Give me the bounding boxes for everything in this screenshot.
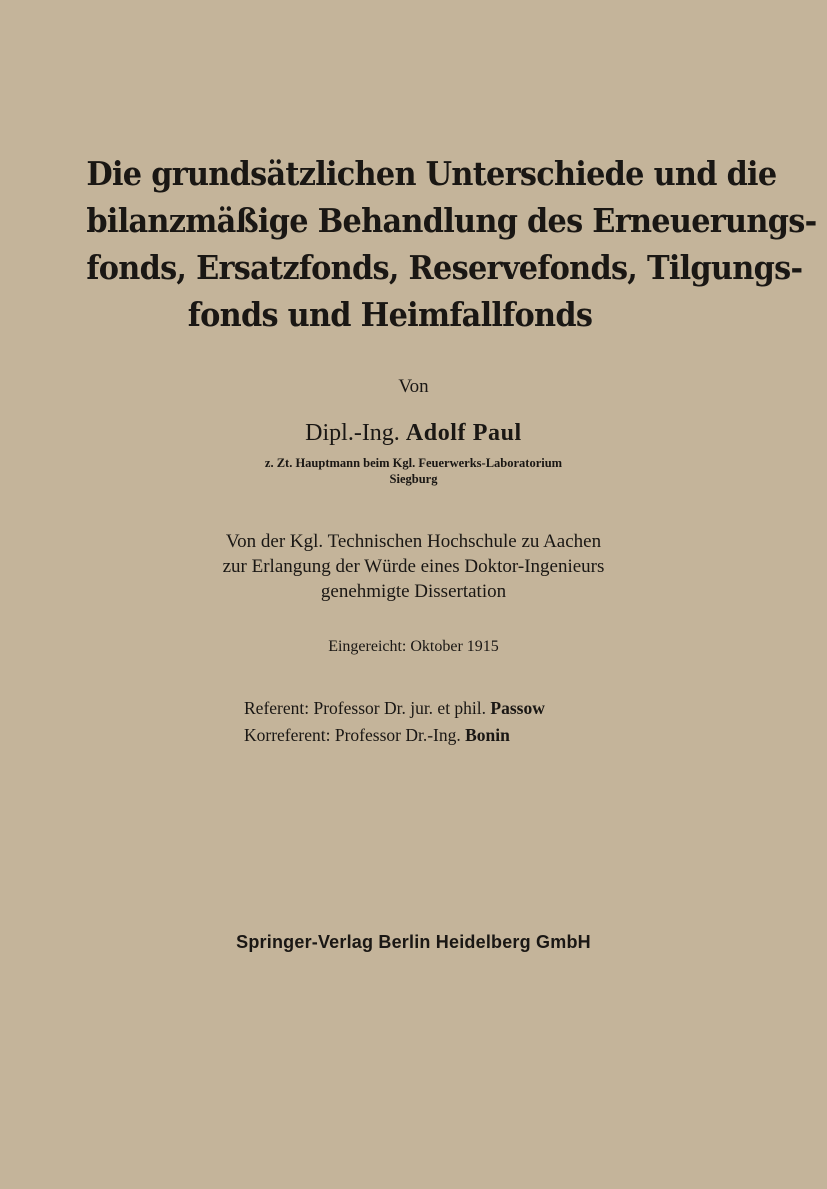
korreferent-row [244, 722, 545, 749]
referent-name: Passow [490, 698, 545, 718]
book-title [86, 150, 817, 338]
dissertation-line: zur Erlangung der Würde eines Doktor-Ingenieurs [222, 556, 605, 577]
title-line: fonds und Heimfallfonds [187, 295, 593, 334]
affiliation-line: Siegburg [389, 472, 438, 486]
author-line [0, 420, 827, 447]
referent-row [244, 695, 545, 722]
affiliation-line: z. Zt. Hauptmann beim Kgl. Feuerwerks-Laboratorium [264, 456, 563, 470]
dissertation-line: genehmigte Dissertation [320, 581, 507, 602]
publisher-imprint: Springer-Verlag Berlin Heidelberg GmbH [236, 932, 591, 952]
referent-label: Referent: Professor Dr. jur. et phil. [244, 698, 487, 718]
title-line: fonds, Ersatzfonds, Reservefonds, Tilgungs- [86, 248, 803, 287]
title-line: Die grundsätzlichen Unterschiede und die [86, 154, 777, 193]
author-name: Adolf Paul [405, 420, 522, 446]
dissertation-line: Von der Kgl. Technischen Hochschule zu Aachen [225, 531, 602, 552]
dissertation-statement [0, 529, 827, 604]
korreferent-label: Korreferent: Professor Dr.-Ing. [244, 725, 461, 745]
referees-block [244, 695, 545, 749]
korreferent-name: Bonin [465, 725, 510, 745]
submission-date: Eingereicht: Oktober 1915 [328, 638, 499, 655]
title-line: bilanzmäßige Behandlung des Erneuerungs- [86, 201, 817, 240]
by-label: Von [398, 376, 429, 397]
author-degree: Dipl.-Ing. [305, 420, 400, 446]
author-affiliation [0, 455, 827, 487]
